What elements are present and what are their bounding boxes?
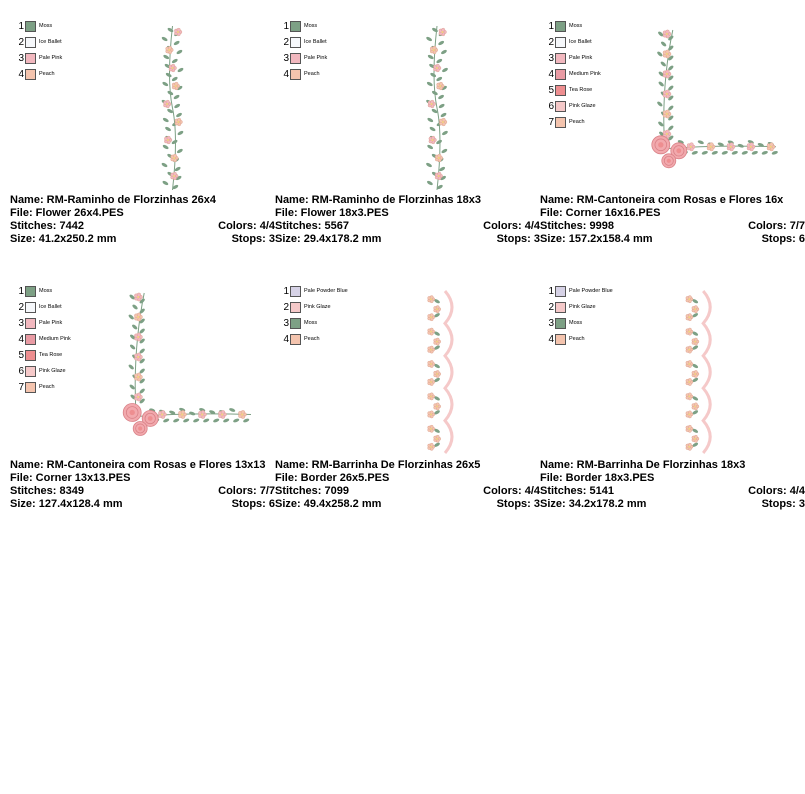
legend-row (279, 50, 327, 66)
legend-row (14, 379, 71, 395)
legend-row (14, 283, 71, 299)
thread-number: 5 (18, 349, 24, 361)
thread-name: Moss (304, 320, 318, 326)
design-name: Name: RM-Raminho de Florzinhas 18x3 (275, 194, 481, 206)
thread-name: Moss (569, 23, 583, 29)
design-card (10, 283, 275, 533)
legend-row (544, 18, 601, 34)
legend-row (14, 34, 62, 50)
design-card (275, 18, 540, 268)
design-name: Name: RM-Cantoneira com Rosas e Flores 13x13 (10, 459, 266, 471)
legend-row (544, 82, 601, 98)
thread-number: 7 (18, 381, 24, 393)
legend-row (544, 114, 601, 130)
thread-swatch (25, 302, 36, 313)
design-file: File: Flower 18x3.PES (275, 207, 389, 219)
thread-number: 6 (548, 100, 554, 112)
thread-swatch (555, 318, 566, 329)
thread-name: Moss (39, 288, 53, 294)
design-size: Size: 41.2x250.2 mm (10, 233, 117, 245)
thread-swatch (290, 334, 301, 345)
color-legend (279, 283, 348, 347)
thread-name: Moss (304, 23, 318, 29)
thread-name: Pink Glaze (304, 304, 331, 310)
thread-number: 3 (18, 52, 24, 64)
embroidery-preview (150, 22, 195, 194)
thread-name: Pale Powder Blue (304, 288, 348, 294)
design-size: Size: 157.2x158.4 mm (540, 233, 653, 245)
thread-name: Pink Glaze (569, 103, 596, 109)
design-size: Size: 49.4x258.2 mm (275, 498, 382, 510)
thread-number: 3 (548, 317, 554, 329)
design-file: File: Border 26x5.PES (275, 472, 390, 484)
design-card (275, 283, 540, 533)
design-file: File: Corner 13x13.PES (10, 472, 131, 484)
thread-name: Pink Glaze (39, 368, 66, 374)
thread-swatch (290, 53, 301, 64)
design-file: File: Border 18x3.PES (540, 472, 655, 484)
legend-row (544, 98, 601, 114)
design-info (540, 459, 805, 511)
thread-swatch (25, 21, 36, 32)
thread-name: Pale Pink (39, 320, 63, 326)
thread-swatch (25, 286, 36, 297)
thread-swatch (290, 302, 301, 313)
legend-row (544, 331, 613, 347)
stop-count: Stops: 3 (496, 498, 540, 510)
design-card (540, 283, 805, 533)
legend-row (279, 34, 327, 50)
legend-row (544, 299, 613, 315)
thread-name: Tea Rose (569, 87, 593, 93)
color-count: Colors: 7/7 (218, 485, 275, 497)
thread-name: Pale Pink (569, 55, 593, 61)
embroidery-preview (90, 287, 255, 453)
design-name: Name: RM-Raminho de Florzinhas 26x4 (10, 194, 216, 206)
thread-swatch (555, 69, 566, 80)
thread-swatch (25, 53, 36, 64)
thread-number: 4 (548, 333, 554, 345)
thread-name: Pale Powder Blue (569, 288, 613, 294)
design-size: Size: 29.4x178.2 mm (275, 233, 382, 245)
thread-number: 3 (283, 317, 289, 329)
thread-name: Peach (39, 384, 55, 390)
legend-row (544, 66, 601, 82)
legend-row (279, 283, 348, 299)
design-size: Size: 127.4x128.4 mm (10, 498, 123, 510)
thread-number: 4 (18, 333, 24, 345)
design-info (275, 194, 540, 246)
legend-row (14, 18, 62, 34)
color-legend (14, 283, 71, 395)
thread-name: Peach (569, 336, 585, 342)
thread-number: 3 (548, 52, 554, 64)
stop-count: Stops: 3 (231, 233, 275, 245)
thread-swatch (290, 37, 301, 48)
thread-swatch (25, 334, 36, 345)
thread-name: Medium Pink (39, 336, 71, 342)
color-legend (279, 18, 327, 82)
thread-number: 1 (18, 20, 24, 32)
thread-name: Ice Ballet (39, 304, 62, 310)
design-size: Size: 34.2x178.2 mm (540, 498, 647, 510)
design-card (10, 18, 275, 268)
thread-number: 2 (18, 36, 24, 48)
stop-count: Stops: 6 (761, 233, 805, 245)
color-count: Colors: 4/4 (748, 485, 805, 497)
thread-number: 5 (548, 84, 554, 96)
thread-name: Peach (304, 71, 320, 77)
legend-row (14, 315, 71, 331)
legend-row (14, 347, 71, 363)
legend-row (544, 34, 601, 50)
design-name: Name: RM-Barrinha De Florzinhas 18x3 (540, 459, 746, 471)
stitch-count: Stitches: 8349 (10, 485, 84, 497)
thread-number: 2 (18, 301, 24, 313)
design-info (275, 459, 540, 511)
thread-swatch (555, 21, 566, 32)
thread-name: Ice Ballet (39, 39, 62, 45)
thread-number: 2 (283, 301, 289, 313)
thread-swatch (555, 85, 566, 96)
legend-row (544, 50, 601, 66)
color-legend (544, 283, 613, 347)
thread-name: Moss (569, 320, 583, 326)
thread-number: 1 (283, 285, 289, 297)
thread-number: 4 (283, 333, 289, 345)
thread-number: 3 (283, 52, 289, 64)
design-name: Name: RM-Barrinha De Florzinhas 26x5 (275, 459, 481, 471)
thread-swatch (555, 53, 566, 64)
thread-number: 2 (283, 36, 289, 48)
thread-swatch (290, 21, 301, 32)
embroidery-preview (676, 287, 716, 457)
thread-number: 2 (548, 36, 554, 48)
thread-number: 1 (283, 20, 289, 32)
legend-row (279, 315, 348, 331)
thread-name: Medium Pink (569, 71, 601, 77)
color-count: Colors: 7/7 (748, 220, 805, 232)
thread-number: 4 (283, 68, 289, 80)
thread-name: Tea Rose (39, 352, 63, 358)
design-info (10, 459, 275, 511)
thread-number: 1 (18, 285, 24, 297)
thread-swatch (25, 318, 36, 329)
thread-swatch (555, 37, 566, 48)
color-count: Colors: 4/4 (483, 220, 540, 232)
thread-number: 3 (18, 317, 24, 329)
thread-swatch (290, 318, 301, 329)
legend-row (279, 331, 348, 347)
color-count: Colors: 4/4 (218, 220, 275, 232)
legend-row (279, 18, 327, 34)
color-legend (14, 18, 62, 82)
legend-row (14, 299, 71, 315)
thread-name: Peach (569, 119, 585, 125)
stitch-count: Stitches: 9998 (540, 220, 614, 232)
thread-name: Ice Ballet (569, 39, 592, 45)
embroidery-preview (417, 22, 457, 194)
stop-count: Stops: 3 (761, 498, 805, 510)
legend-row (544, 315, 613, 331)
thread-number: 1 (548, 285, 554, 297)
thread-number: 7 (548, 116, 554, 128)
legend-row (14, 66, 62, 82)
stop-count: Stops: 3 (496, 233, 540, 245)
thread-name: Peach (39, 71, 55, 77)
stitch-count: Stitches: 5567 (275, 220, 349, 232)
thread-swatch (290, 69, 301, 80)
thread-swatch (555, 101, 566, 112)
thread-swatch (555, 286, 566, 297)
thread-number: 4 (18, 68, 24, 80)
stitch-count: Stitches: 5141 (540, 485, 614, 497)
thread-name: Ice Ballet (304, 39, 327, 45)
thread-number: 4 (548, 68, 554, 80)
thread-swatch (25, 382, 36, 393)
legend-row (279, 299, 348, 315)
design-card (540, 18, 805, 268)
design-info (10, 194, 275, 246)
thread-swatch (290, 286, 301, 297)
thread-name: Pale Pink (39, 55, 63, 61)
legend-row (14, 50, 62, 66)
design-file: File: Corner 16x16.PES (540, 207, 661, 219)
legend-row (279, 66, 327, 82)
stop-count: Stops: 6 (231, 498, 275, 510)
stitch-count: Stitches: 7442 (10, 220, 84, 232)
thread-name: Peach (304, 336, 320, 342)
thread-swatch (25, 37, 36, 48)
legend-row (14, 331, 71, 347)
thread-number: 1 (548, 20, 554, 32)
stitch-count: Stitches: 7099 (275, 485, 349, 497)
thread-swatch (25, 350, 36, 361)
thread-swatch (25, 366, 36, 377)
color-legend (544, 18, 601, 130)
design-name: Name: RM-Cantoneira com Rosas e Flores 16x (540, 194, 784, 206)
design-info (540, 194, 805, 246)
thread-name: Pink Glaze (569, 304, 596, 310)
thread-swatch (25, 69, 36, 80)
embroidery-preview (620, 24, 780, 184)
thread-name: Moss (39, 23, 53, 29)
color-count: Colors: 4/4 (483, 485, 540, 497)
thread-number: 6 (18, 365, 24, 377)
thread-swatch (555, 334, 566, 345)
thread-number: 2 (548, 301, 554, 313)
thread-name: Pale Pink (304, 55, 328, 61)
legend-row (544, 283, 613, 299)
thread-swatch (555, 117, 566, 128)
thread-swatch (555, 302, 566, 313)
embroidery-preview (411, 287, 461, 457)
legend-row (14, 363, 71, 379)
design-file: File: Flower 26x4.PES (10, 207, 124, 219)
